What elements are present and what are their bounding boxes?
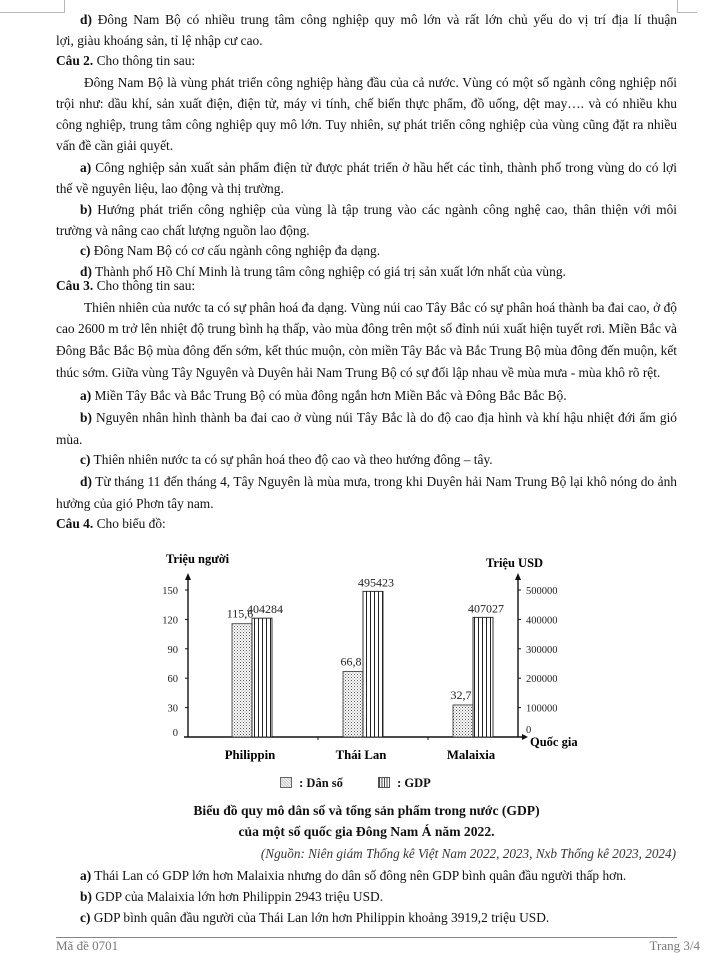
option-label: d) [80, 473, 92, 489]
striped-swatch-icon [378, 777, 390, 788]
legend-label: : Dân số [299, 776, 343, 790]
legend-label: : GDP [397, 776, 431, 790]
question-2 [56, 51, 677, 283]
q3-option-c [56, 450, 677, 471]
right-axis-arrow-icon [515, 573, 521, 580]
option-text: Hướng phát triển công nghiệp của vùng là tập trung vào các ngành công nghệ cao, thân thiện với môi trường và nâng cao chất lượng nguồn lao động. [56, 202, 677, 239]
dotted-swatch-icon [280, 777, 292, 788]
option-text: GDP của Malaixia lớn hơn Philippin 2943 triệu USD. [91, 888, 384, 904]
footer-page-number: Trang 3/4 [649, 938, 700, 953]
left-tick-label: 0 [172, 728, 178, 739]
bar-dan-so [232, 624, 252, 737]
crop-mark-top-right-h [677, 12, 697, 13]
data-label-dan-so: 66,8 [340, 654, 362, 669]
question-4-options [56, 866, 677, 928]
data-label-gdp: 495423 [358, 575, 394, 590]
legend-item-dan-so [280, 776, 343, 791]
data-label-gdp: 404284 [247, 602, 283, 617]
option-label: a) [80, 868, 92, 883]
chart [150, 545, 590, 770]
left-tick-label: 150 [162, 586, 178, 597]
option-label: d) [80, 12, 92, 27]
left-axis-arrow-icon [185, 573, 191, 580]
q4-option-b [56, 887, 677, 908]
left-tick-label: 90 [167, 644, 178, 656]
left-axis-title: Triệu người [166, 552, 230, 566]
right-tick-label: 200000 [526, 674, 558, 686]
crop-mark-top-left-h [0, 12, 64, 13]
q4-option-a [56, 866, 677, 887]
option-text: Công nghiệp sản xuất sản phẩm điện tử được phát triển ở hầu hết các tỉnh, thành phố trong vùng do có lợi thế về nguyên liệu, lao động và thị trường. [56, 159, 677, 196]
category-label: Philippin [224, 748, 276, 762]
q2-passage: Đông Nam Bộ là vùng phát triển công nghiệp hàng đầu của cả nước. Vùng có một số ngành công nghiệp nổi trội như: dầu khí, sản xuất điện, điện tử, máy vi tính, chế biến thực phẩm, đồ uống, dệt may…. và có nhiều khu công nghiệp, trung tâm công nghiệp quy mô lớn. Tuy nhiên, sự phát triển công nghiệp của vùng cũng đặt ra nhiều vấn đề cần giải quyết. [56, 74, 677, 154]
question-label: Câu 2. [56, 53, 94, 68]
q3-option-a [56, 386, 677, 407]
chart-caption-line2: của một số quốc gia Đông Nam Á năm 2022. [238, 824, 495, 839]
option-text: Đông Nam Bộ có cơ cấu ngành công nghiệp đa dạng. [90, 243, 381, 259]
x-axis-title: Quốc gia [530, 735, 578, 749]
q1-option-d-line2: lợi, giàu khoáng sản, tỉ lệ nhập cư cao. [56, 32, 263, 48]
question-prompt: Cho thông tin sau: [93, 53, 196, 68]
right-tick-label: 0 [526, 725, 532, 736]
category-label: Malaixia [446, 748, 496, 762]
category-label: Thái Lan [335, 748, 387, 762]
option-text: Thành phố Hồ Chí Minh là trung tâm công nghiệp có giá trị sản xuất lớn nhất của vùng. [91, 264, 566, 280]
chart-caption-line1: Biểu đồ quy mô dân số và tổng sản phẩm trong nước (GDP) [193, 803, 540, 818]
option-label: b) [80, 409, 92, 425]
bar-gdp [473, 617, 493, 737]
question-3 [56, 276, 677, 535]
option-label: c) [80, 909, 91, 925]
left-tick-label: 60 [167, 674, 178, 686]
bar-dan-so [453, 705, 473, 737]
q4-option-c [56, 908, 677, 929]
q2-option-a [56, 157, 677, 199]
right-tick-label: 300000 [526, 644, 558, 656]
q3-passage: Thiên nhiên của nước ta có sự phân hoá đa dạng. Vùng núi cao Tây Bắc có sự phân hoá thành ba đai cao, ở độ cao 2600 m trở lên nhiệt độ trung bình hạ thấp, vào mùa đông trên một số đỉnh núi xuất hiện tuyết rơi. Miền Bắc và Đông Bắc Bắc Bộ mùa đông đến sớm, kết thúc muộn, còn miền Tây Bắc và Bắc Trung Bộ mùa đông đến muộn, kết thúc sớm. Giữa vùng Tây Nguyên và Duyên hải Nam Trung Bộ có sự đối lập nhau về mùa mưa - mùa khô rõ rệt. [56, 299, 677, 380]
q2-option-b [56, 199, 677, 241]
option-label: c) [80, 452, 91, 468]
option-text: Đông Nam Bộ có nhiều trung tâm công nghiệp quy mô lớn và rất lớn chủ yếu do vị trí địa lí thuận [91, 12, 677, 27]
bar-gdp [363, 591, 383, 737]
option-label: b) [80, 888, 92, 904]
right-tick-label: 500000 [526, 586, 558, 597]
option-label: d) [80, 264, 92, 280]
data-label-dan-so: 115,6 [226, 606, 254, 621]
question-label: Câu 3. [56, 278, 94, 293]
question-prompt: Cho biểu đồ: [93, 516, 166, 532]
option-text: Miền Tây Bắc và Bắc Trung Bộ có mùa đông ngắn hơn Miền Bắc và Đông Bắc Bắc Bộ. [91, 388, 567, 404]
right-tick-label: 100000 [526, 703, 558, 715]
footer-exam-code: Mã đề 0701 [56, 938, 119, 953]
option-label: a) [80, 388, 92, 404]
option-text: GDP bình quân đầu người của Thái Lan lớn hơn Philippin khoảng 3919,2 triệu USD. [90, 909, 550, 925]
bar-dan-so [343, 672, 363, 737]
q3-option-b [56, 407, 677, 450]
option-text: Từ tháng 11 đến tháng 4, Tây Nguyên là mùa mưa, trong khi Duyên hải Nam Trung Bộ lại khô nóng do ảnh hưởng của gió Phơn tây nam. [56, 473, 677, 511]
bar-gdp [252, 618, 272, 737]
right-tick-label: 400000 [526, 615, 558, 627]
left-tick-label: 120 [162, 615, 178, 627]
option-text: Nguyên nhân hình thành ba đai cao ở vùng núi Tây Bắc là do độ cao địa hình và khí hậu nhiệt đới ẩm gió mùa. [56, 409, 677, 447]
option-text: Thái Lan có GDP lớn hơn Malaixia nhưng do dân số đông nên GDP bình quân đầu người thấp hơn. [91, 868, 627, 883]
q2-option-c [56, 241, 677, 262]
option-label: c) [80, 243, 91, 259]
q1-continuation [56, 10, 677, 52]
data-label-gdp: 407027 [468, 601, 504, 616]
option-text: Thiên nhiên nước ta có sự phân hoá theo độ cao và theo hướng đông – tây. [90, 452, 493, 468]
question-prompt: Cho thông tin sau: [93, 278, 196, 293]
left-tick-label: 30 [167, 703, 178, 715]
option-label: a) [80, 159, 92, 175]
option-label: b) [80, 202, 92, 218]
q3-option-d [56, 471, 677, 514]
legend-item-gdp [378, 776, 431, 791]
data-label-dan-so: 32,7 [450, 687, 472, 702]
chart-source: (Nguồn: Niên giám Thống kê Việt Nam 2022, 2023, Nxb Thống kê 2023, 2024) [260, 846, 676, 861]
right-axis-title: Triệu USD [486, 556, 544, 570]
footer-divider [56, 937, 677, 938]
q1-option-d [56, 10, 677, 31]
question-label: Câu 4. [56, 516, 94, 532]
